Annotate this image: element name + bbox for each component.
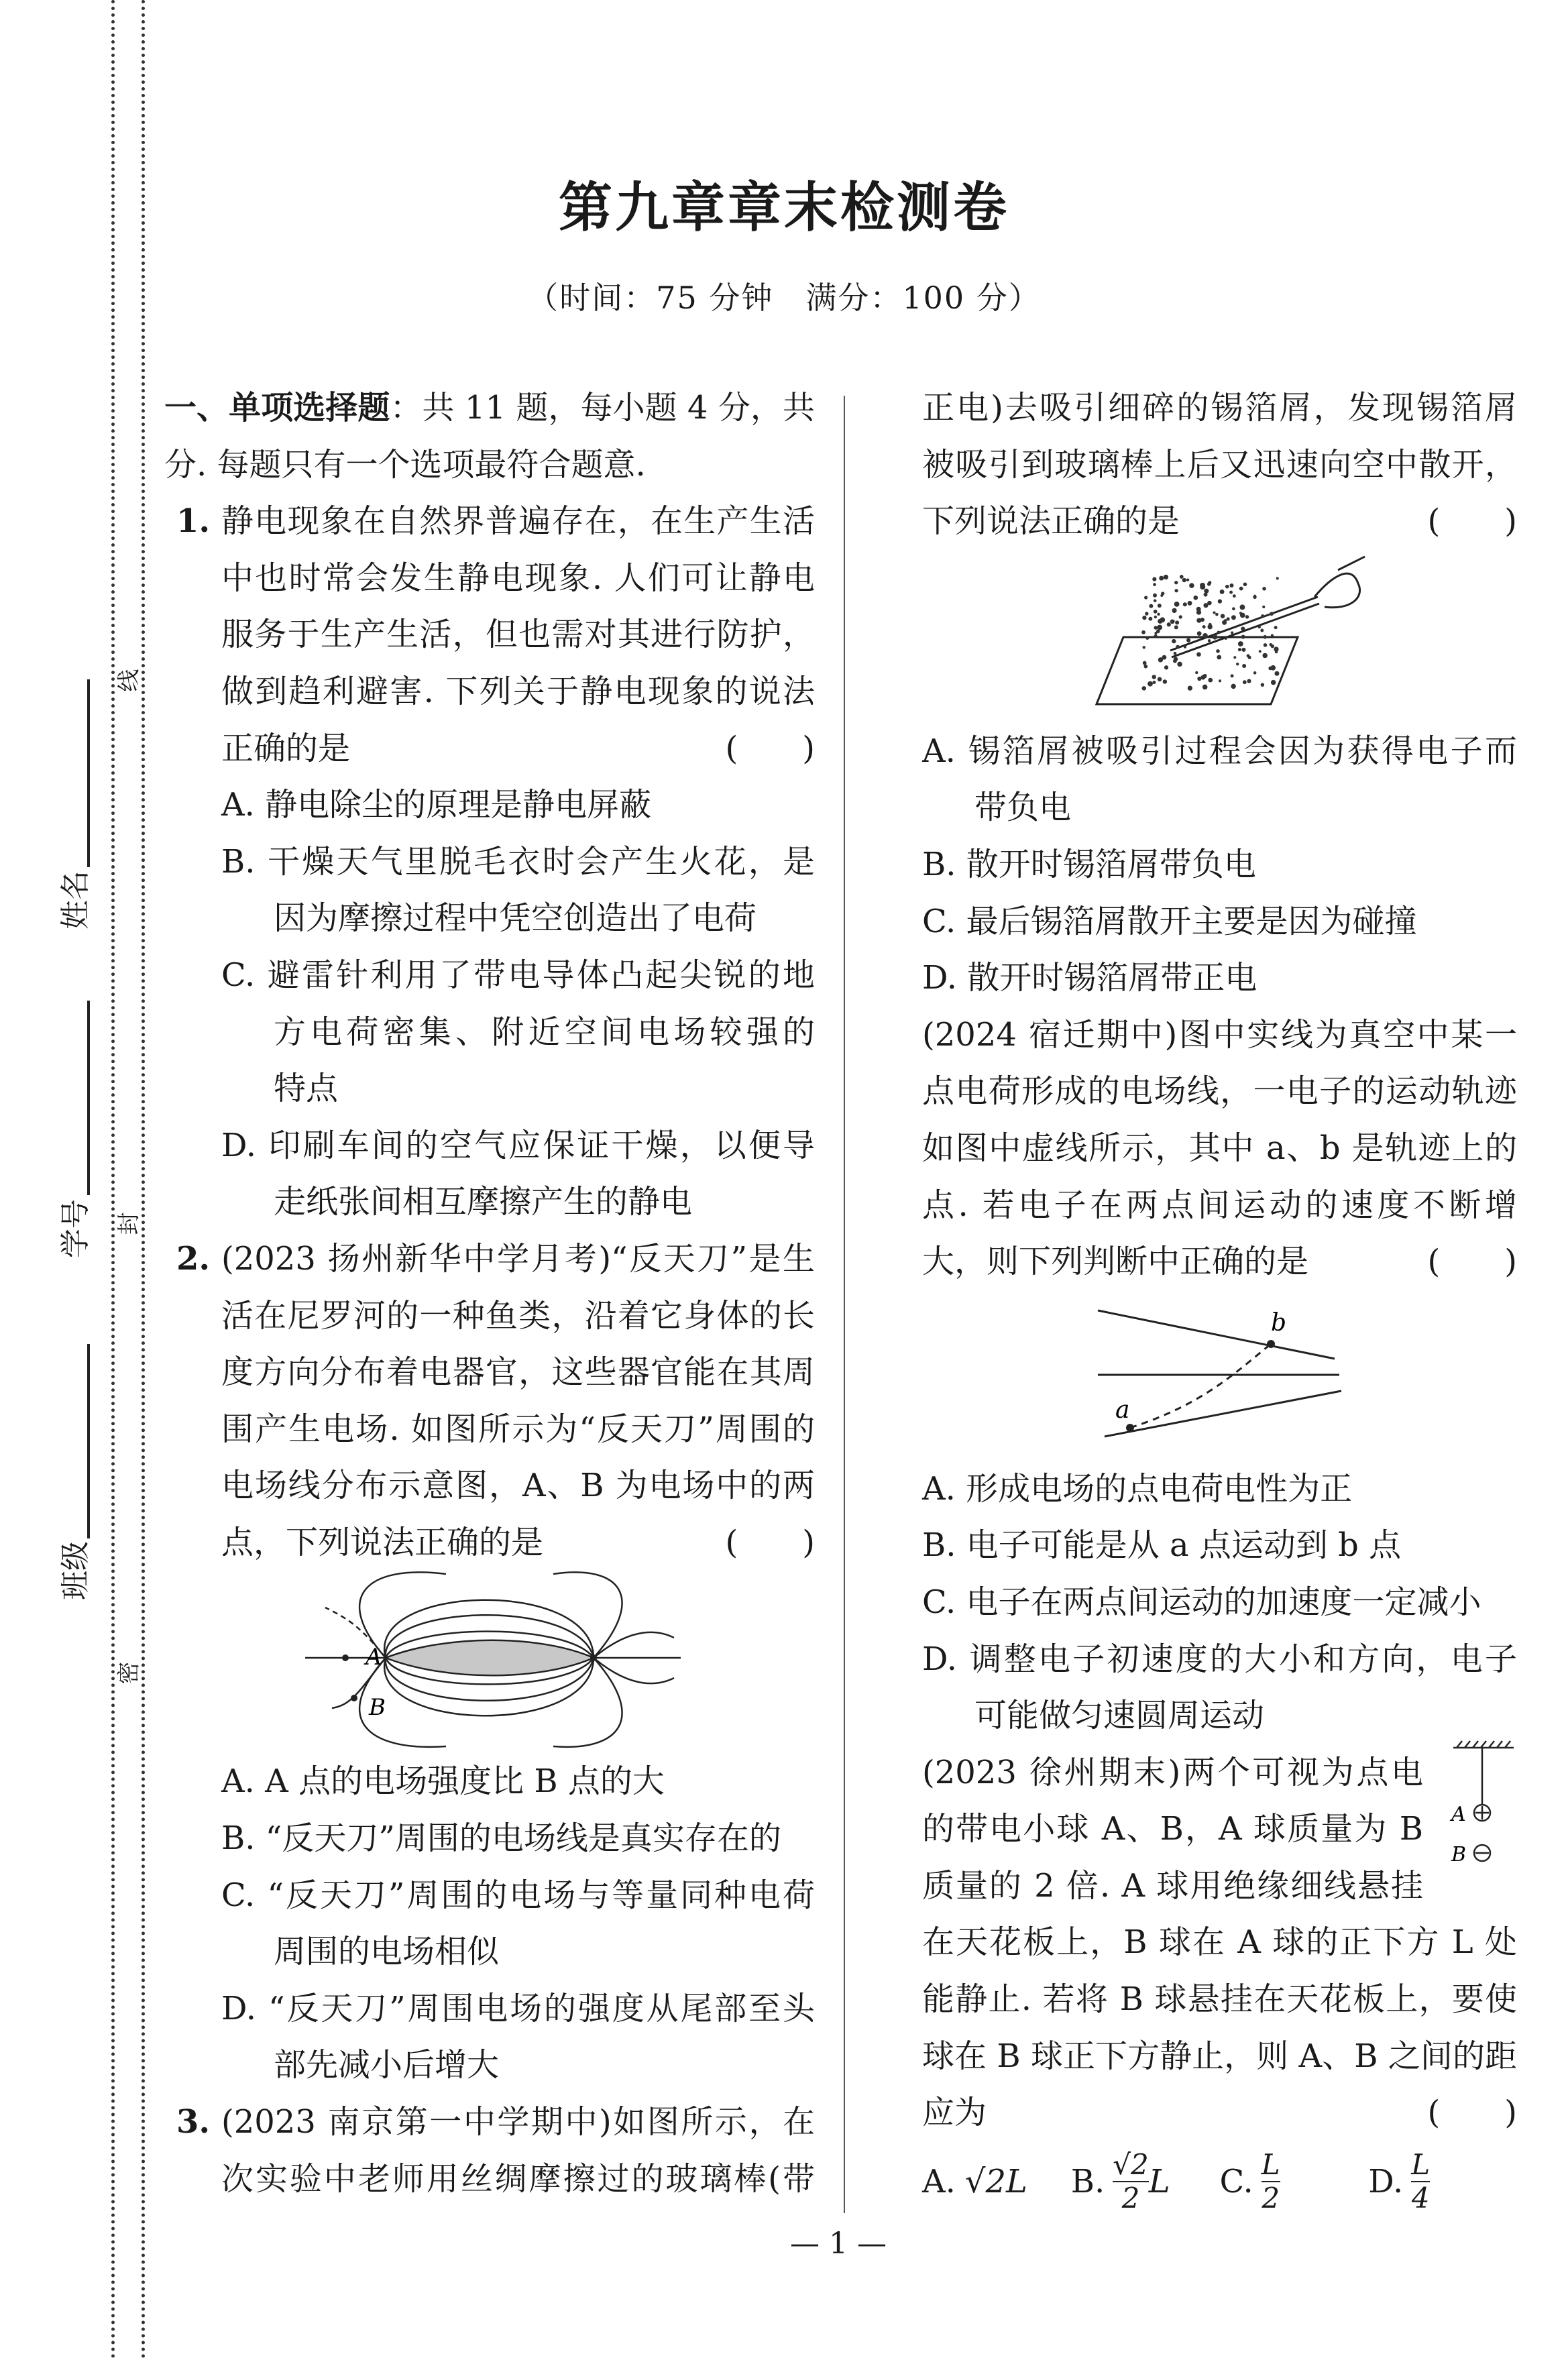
q1-stem-text: 静电现象在自然界普遍存在，在生产生活: [221, 502, 815, 541]
tinfoil-flake: [1158, 657, 1163, 662]
q3-stem-line: [922, 493, 1517, 550]
tinfoil-flake: [1149, 604, 1153, 608]
tinfoil-flake: [1148, 617, 1152, 621]
tinfoil-flake: [1204, 674, 1207, 677]
tinfoil-flake: [1157, 624, 1162, 630]
tinfoil-flake: [1242, 664, 1246, 668]
q2-option-c[interactable]: C. “反天刀”周围的电场与等量同种电荷: [221, 1876, 815, 1914]
tinfoil-flake: [1141, 630, 1145, 634]
ball-a-label: A: [1451, 1802, 1466, 1826]
q3-option-a[interactable]: A. 锡箔屑被吸引过程会因为获得电子而: [922, 732, 1517, 770]
q5-stem-line: 质量的 2 倍. A 球用绝缘细线悬挂: [922, 1866, 1423, 1905]
tinfoil-flake: [1167, 622, 1171, 626]
numerator: L: [1411, 2147, 1431, 2181]
point-a-label: A: [366, 1644, 382, 1671]
tinfoil-flake: [1259, 650, 1262, 653]
tinfoil-flake: [1184, 645, 1186, 648]
tinfoil-flake: [1221, 614, 1225, 618]
tinfoil-flake: [1153, 583, 1156, 586]
q3-stem-line: 被吸引到玻璃棒上后又迅速向空中散开，: [922, 445, 1517, 484]
tinfoil-flake: [1172, 609, 1176, 613]
q1-stem-line: [164, 720, 815, 777]
q3-stem-line: 次实验中老师用丝绸摩擦过的玻璃棒(带: [221, 2159, 815, 2198]
tinfoil-flake: [1182, 578, 1186, 582]
tinfoil-flake: [1147, 681, 1153, 686]
tinfoil-flake: [1175, 620, 1179, 624]
q4-stem-line: 点电荷形成的电场线，一电子的运动轨迹: [922, 1072, 1517, 1111]
tinfoil-flake: [1208, 678, 1213, 683]
q3-number: 3.: [176, 2103, 211, 2141]
tinfoil-flake: [1174, 657, 1178, 661]
q1-option-b-cont: 因为摩擦过程中凭空创造出了电荷: [274, 899, 757, 938]
tinfoil-flake: [1243, 680, 1247, 684]
tinfoil-flake: [1270, 665, 1276, 671]
q1-option-c-cont: 特点: [274, 1070, 339, 1108]
q5-stem-line: 的带电小球 A、B，A 球质量为 B: [922, 1810, 1423, 1848]
q2-option-c-cont: 周围的电场相似: [274, 1933, 500, 1971]
tinfoil-flake: [1154, 632, 1157, 634]
name-field-line[interactable]: [87, 679, 90, 867]
option-label: C.: [1219, 2162, 1253, 2200]
section-heading: 一、单项选择题: [164, 389, 390, 427]
q2-option-d[interactable]: D. “反天刀”周围电场的强度从尾部至头: [221, 1989, 815, 2027]
tinfoil-flake: [1240, 604, 1245, 610]
tinfoil-flake: [1164, 665, 1168, 669]
tinfoil-flake: [1232, 607, 1235, 610]
left-column: [164, 380, 815, 2207]
tinfoil-flake: [1163, 679, 1167, 683]
tinfoil-flake: [1157, 612, 1160, 615]
tinfoil-flake: [1219, 679, 1221, 682]
q4-option-d-cont: 可能做匀速圆周运动: [974, 1697, 1265, 1735]
answer-bracket[interactable]: ( ): [1427, 2094, 1517, 2132]
q2-stem-line: 度方向分布着电器官，这些器官能在其周: [221, 1353, 815, 1392]
tinfoil-flake: [1238, 641, 1243, 647]
seal-char-line: 线: [115, 669, 143, 692]
tinfoil-flake: [1225, 585, 1229, 589]
tinfoil-flake: [1207, 582, 1211, 585]
point-a-label: a: [1115, 1396, 1130, 1424]
option-tail: L: [1148, 2162, 1170, 2200]
tinfoil-flake: [1239, 586, 1243, 590]
q5-option-b[interactable]: [1071, 2149, 1220, 2214]
tinfoil-flake: [1233, 656, 1236, 659]
tinfoil-flake: [1154, 616, 1157, 618]
tinfoil-flake: [1220, 589, 1225, 594]
tinfoil-flake: [1197, 677, 1201, 681]
q4-option-c[interactable]: C. 电子在两点间运动的加速度一定减小: [922, 1583, 1481, 1621]
student-id-field-line[interactable]: [87, 1001, 90, 1195]
tinfoil-flake: [1204, 592, 1208, 596]
q5-stem-line: 能静止. 若将 B 球悬挂在天花板上，要使: [922, 1980, 1517, 2019]
question-1: [164, 493, 815, 1231]
binding-dotted-line-outer: [142, 0, 145, 2360]
q4-stem-line: [922, 1233, 1517, 1290]
q1-stem-line: 中也时常会发生静电现象. 人们可让静电: [221, 559, 815, 597]
tinfoil-flake: [1188, 601, 1192, 606]
answer-bracket[interactable]: ( ): [1427, 502, 1517, 541]
field-line-trajectory-diagram: [922, 1290, 1517, 1461]
tinfoil-flake: [1276, 577, 1279, 579]
q3-option-a-cont: 带负电: [974, 789, 1072, 827]
tinfoil-flake: [1143, 665, 1147, 669]
section-line-1: [164, 380, 815, 437]
tinfoil-flake: [1224, 619, 1227, 622]
glass-rod-diagram: [922, 550, 1517, 723]
q5-stem-text: 应为: [922, 2094, 987, 2132]
q5-stem-line: [922, 1744, 1423, 1801]
tinfoil-flake: [1226, 617, 1229, 620]
tinfoil-flake: [1143, 661, 1147, 665]
tinfoil-flake: [1241, 648, 1245, 652]
tinfoil-flake: [1161, 592, 1164, 595]
point-b-label: B: [369, 1694, 386, 1722]
q4-stem-line: [922, 1007, 1517, 1064]
tinfoil-flake: [1172, 620, 1175, 622]
q5-option-d[interactable]: [1368, 2149, 1517, 2214]
tinfoil-flake: [1225, 637, 1227, 640]
q4-option-b[interactable]: B. 电子可能是从 a 点运动到 b 点: [922, 1526, 1402, 1565]
tinfoil-flake: [1153, 594, 1157, 598]
tinfoil-flake: [1158, 604, 1162, 608]
tinfoil-flake: [1236, 663, 1239, 665]
tinfoil-flake: [1215, 613, 1219, 616]
seal-char-close: 密: [115, 1661, 143, 1685]
tinfoil-flake: [1145, 612, 1148, 615]
q4-option-a[interactable]: A. 形成电场的点电荷电性为正: [922, 1469, 1353, 1508]
tinfoil-flake: [1152, 675, 1156, 679]
glass-rod-tinfoil-figure: [922, 550, 1517, 723]
tinfoil-flake: [1245, 615, 1249, 618]
tinfoil-flake: [1188, 685, 1192, 690]
tinfoil-flake: [1247, 679, 1251, 683]
tinfoil-flake: [1274, 671, 1279, 675]
tinfoil-flake: [1180, 575, 1184, 579]
electron-trajectory-figure: [922, 1290, 1517, 1461]
q5-options: [922, 2141, 1517, 2222]
tinfoil-flake: [1229, 583, 1233, 587]
option-label: D.: [1368, 2162, 1404, 2200]
field-lines-diagram: [164, 1571, 815, 1753]
tinfoil-flake: [1152, 681, 1156, 684]
tinfoil-flake: [1144, 596, 1147, 599]
q1-option-b[interactable]: B. 干燥天气里脱毛衣时会产生火花，是: [221, 842, 815, 881]
q5-stem-line: [922, 2084, 1517, 2141]
tinfoil-flake: [1154, 626, 1158, 630]
tinfoil-flake: [1231, 615, 1236, 620]
q2-stem-text: (2023 扬州新华中学月考)“反天刀”是生: [221, 1239, 815, 1278]
tinfoil-flake: [1193, 596, 1198, 600]
tinfoil-flake: [1159, 575, 1164, 580]
tinfoil-flake: [1186, 638, 1190, 642]
tinfoil-flake: [1238, 648, 1241, 651]
tinfoil-flake: [1218, 599, 1222, 603]
q3-option-b[interactable]: B. 散开时锡箔屑带负电: [922, 845, 1256, 883]
tinfoil-flake: [1262, 587, 1266, 591]
tinfoil-flake: [1217, 630, 1221, 634]
name-label: 姓名: [58, 870, 93, 930]
tinfoil-flake: [1158, 677, 1162, 681]
tinfoil-flake: [1241, 634, 1245, 638]
tinfoil-flake: [1262, 606, 1265, 608]
q3-stem-text: (2023 南京第一中学期中)如图所示，在: [221, 2103, 815, 2141]
fraction: [1411, 2149, 1430, 2214]
q5-option-a[interactable]: [922, 2163, 1071, 2200]
tinfoil-flake: [1213, 634, 1218, 640]
q2-stem-line: 围产生电场. 如图所示为“反天刀”周围的: [221, 1410, 815, 1448]
binding-dotted-line-inner: [111, 0, 115, 2360]
tinfoil-flake: [1213, 611, 1215, 614]
exam-info: （时间：75 分钟 满分：100 分）: [527, 280, 1041, 316]
q2-stem-line: 活在尼罗河的一种鱼类，沿着它身体的长: [221, 1296, 815, 1335]
q2-option-d-cont: 部先减小后增大: [274, 2046, 500, 2084]
class-field-line[interactable]: [87, 1344, 90, 1538]
q4-stem-line: 点. 若电子在两点间运动的速度不断增: [922, 1186, 1517, 1224]
q3-stem-line: 正电)去吸引细碎的锡箔屑，发现锡箔屑: [922, 389, 1517, 427]
hanging-charges-figure: [1443, 1738, 1517, 1892]
tinfoil-flake: [1216, 649, 1220, 653]
tinfoil-flake: [1197, 631, 1202, 636]
tinfoil-flake: [1258, 626, 1261, 628]
q2-stem-line: [164, 1231, 815, 1288]
option-label: A.: [922, 2162, 956, 2200]
tinfoil-flake: [1202, 684, 1208, 689]
q3-option-d[interactable]: D. 散开时锡箔屑带正电: [922, 959, 1257, 997]
q5-stem-line: 球在 B 球正下方静止，则 A、B 之间的距: [922, 2037, 1517, 2075]
tinfoil-flake: [1274, 626, 1278, 629]
q4-stem-text: (2024 宿迁期中)图中实线为真空中某一: [922, 1015, 1517, 1054]
q1-stem-line: [164, 493, 815, 550]
tinfoil-flake: [1160, 617, 1165, 622]
tinfoil-flake: [1229, 590, 1233, 594]
tinfoil-flake: [1217, 655, 1221, 659]
tinfoil-flake: [1200, 583, 1205, 588]
tinfoil-flake: [1208, 639, 1211, 642]
q4-stem-line: 如图中虚线所示，其中 a、b 是轨迹上的: [922, 1129, 1517, 1167]
q2-stem-line: 电场线分布示意图，A、B 为电场中的两: [221, 1467, 815, 1505]
q3-option-c[interactable]: C. 最后锡箔屑散开主要是因为碰撞: [922, 902, 1417, 940]
q5-stem-text: (2023 徐州期末)两个可视为点电: [922, 1753, 1423, 1791]
q5-option-c[interactable]: [1220, 2149, 1369, 2214]
tinfoil-flake: [1177, 661, 1182, 666]
tinfoil-flake: [1195, 671, 1198, 674]
numerator: √2: [1113, 2147, 1149, 2181]
tinfoil-flake: [1262, 653, 1267, 657]
tinfoil-flake: [1231, 631, 1233, 634]
tinfoil-flake: [1231, 683, 1235, 688]
question-2: [164, 1231, 815, 2094]
tinfoil-flake: [1172, 639, 1176, 643]
tinfoil-flake: [1253, 595, 1256, 598]
q1-option-a[interactable]: A. 静电除尘的原理是静电屏蔽: [221, 786, 652, 824]
option-value: √2L: [964, 2162, 1027, 2200]
section-line-2: 分. 每题只有一个选项最符合题意.: [164, 445, 646, 484]
tinfoil-flake: [1142, 686, 1146, 690]
section-desc: ：共 11 题，每小题 4 分，共: [390, 389, 815, 427]
q1-stem-line: 服务于生产生活，但也需对其进行防护，: [221, 616, 815, 654]
option-label: B.: [1070, 2162, 1105, 2200]
seal-char-seal: 封: [115, 1212, 143, 1235]
tinfoil-flake: [1208, 625, 1212, 629]
tinfoil-flake: [1253, 671, 1257, 675]
q2-option-a[interactable]: A. A 点的电场强度比 B 点的大: [221, 1762, 665, 1801]
tinfoil-flake: [1174, 602, 1180, 607]
denominator: 2: [1262, 2181, 1280, 2214]
class-label: 班级: [58, 1541, 93, 1600]
tinfoil-flake: [1152, 577, 1156, 581]
tinfoil-flake: [1202, 625, 1206, 628]
tinfoil-flake: [1241, 626, 1245, 630]
tinfoil-flake: [1174, 652, 1177, 655]
tinfoil-flake: [1174, 589, 1178, 592]
denominator: 2: [1121, 2181, 1140, 2214]
electric-fish-field-figure: [164, 1571, 815, 1753]
tinfoil-flake: [1145, 636, 1149, 639]
q2-option-b[interactable]: B. “反天刀”周围的电场线是真实存在的: [221, 1819, 781, 1858]
q2-number: 2.: [176, 1239, 211, 1278]
tinfoil-flake: [1261, 683, 1265, 687]
tinfoil-flake: [1263, 635, 1267, 639]
tinfoil-flake: [1203, 603, 1208, 608]
tinfoil-flake: [1164, 575, 1168, 579]
right-column: [922, 380, 1517, 2222]
student-id-label: 学号: [58, 1199, 93, 1258]
tinfoil-flake: [1204, 588, 1209, 593]
tinfoil-flake: [1269, 643, 1272, 647]
tinfoil-flake: [1143, 646, 1145, 649]
tinfoil-flake: [1196, 618, 1201, 622]
q1-option-d-cont: 走纸张间相互摩擦产生的静电: [274, 1183, 693, 1221]
q4-stem-text: 大，则下列判断中正确的是: [922, 1243, 1309, 1281]
tinfoil-flake: [1196, 610, 1201, 614]
q2-stem-text: 点，下列说法正确的是: [221, 1523, 544, 1561]
q3-stem-line: [164, 2094, 815, 2151]
page-title: 第九章章末检测卷: [559, 176, 1009, 239]
tinfoil-flake: [1183, 602, 1187, 606]
tinfoil-flake: [1275, 650, 1278, 653]
tinfoil-flake: [1154, 610, 1158, 614]
q5-stem-line: 在天花板上，B 球在 A 球的正下方 L 处: [922, 1923, 1517, 1962]
numerator: L: [1261, 2147, 1280, 2181]
tinfoil-flake: [1202, 633, 1208, 638]
fraction: [1113, 2149, 1148, 2214]
tinfoil-flake: [1261, 614, 1264, 618]
tinfoil-flake: [1179, 615, 1182, 618]
answer-bracket[interactable]: ( ): [1427, 1243, 1517, 1281]
denominator: 4: [1411, 2181, 1430, 2214]
q1-number: 1.: [176, 502, 211, 541]
q2-stem-line: [164, 1514, 815, 1571]
tinfoil-flake: [1154, 599, 1157, 602]
tinfoil-flake: [1231, 674, 1234, 677]
tinfoil-flake: [1239, 612, 1242, 614]
question-3-start: [164, 2094, 815, 2207]
tinfoil-flake: [1233, 594, 1236, 598]
tinfoil-flake: [1189, 583, 1194, 588]
tinfoil-flake: [1176, 645, 1180, 649]
tinfoil-flake: [1271, 680, 1276, 685]
q1-option-c[interactable]: C. 避雷针利用了带电导体凸起尖锐的地: [221, 956, 815, 994]
ball-b-label: B: [1451, 1842, 1467, 1866]
question-5: [922, 1744, 1517, 2222]
page-number: — 1 —: [790, 2227, 887, 2261]
fraction: [1262, 2149, 1280, 2214]
tinfoil-flake: [1196, 652, 1201, 657]
tinfoil-flake: [1271, 634, 1274, 636]
tinfoil-flake: [1264, 643, 1268, 647]
q1-stem-text: 正确的是: [221, 729, 351, 767]
tinfoil-flake: [1247, 654, 1250, 657]
tinfoil-flake: [1174, 581, 1178, 584]
q1-option-d[interactable]: D. 印刷车间的空气应保证干燥，以便导: [221, 1126, 815, 1164]
q4-option-d[interactable]: D. 调整电子初速度的大小和方向，电子: [922, 1640, 1517, 1678]
tinfoil-flake: [1243, 582, 1247, 586]
tinfoil-flake: [1270, 612, 1274, 616]
column-divider: [844, 396, 845, 2213]
tinfoil-flake: [1186, 578, 1189, 581]
q3-stem-text: 下列说法正确的是: [922, 502, 1180, 541]
answer-bracket[interactable]: ( ): [725, 1523, 815, 1561]
tinfoil-flake: [1260, 628, 1264, 632]
tinfoil-flake: [1154, 634, 1158, 638]
question-4: [922, 1007, 1517, 1744]
q1-option-c-cont: 方电荷密集、附近空间电场较强的: [274, 1013, 815, 1051]
point-b-label: b: [1271, 1308, 1287, 1337]
answer-bracket[interactable]: ( ): [725, 729, 815, 767]
tinfoil-flake: [1174, 625, 1178, 629]
q1-stem-line: 做到趋利避害. 下列关于静电现象的说法: [221, 672, 815, 710]
tinfoil-flake: [1142, 616, 1146, 620]
